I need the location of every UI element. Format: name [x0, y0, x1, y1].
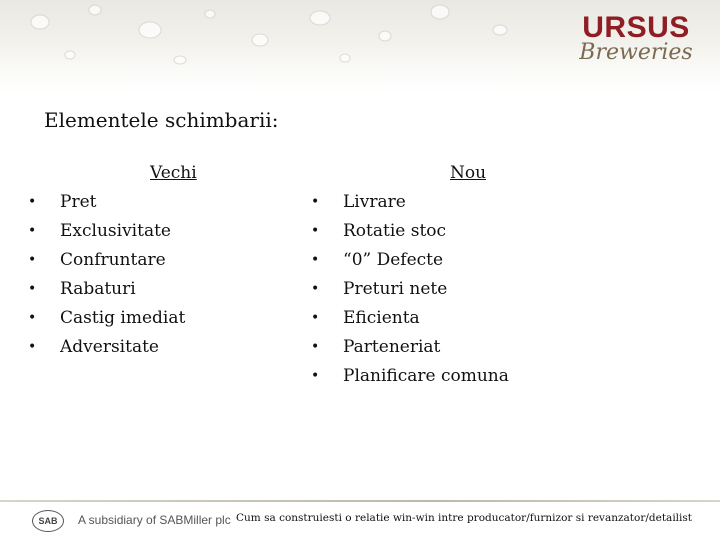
logo-wordmark: URSUS [582, 11, 690, 44]
bullet-icon: • [311, 339, 320, 355]
list-item [28, 246, 185, 275]
bullet-icon: • [28, 339, 37, 355]
list-item-label: Pret [60, 192, 97, 212]
footer-divider [0, 500, 720, 502]
bullet-icon: • [311, 194, 320, 210]
list-item-label: Exclusivitate [60, 221, 171, 241]
list-item-label: Confruntare [60, 250, 166, 270]
list-item [28, 333, 185, 362]
bullet-icon: • [311, 252, 320, 268]
list-item-label: Planificare comuna [343, 366, 509, 386]
bullet-icon: • [311, 223, 320, 239]
list-item [311, 362, 509, 391]
left-column-list [28, 188, 185, 362]
right-column-heading: Nou [450, 163, 487, 183]
bullet-icon: • [28, 252, 37, 268]
list-item-label: Eficienta [343, 308, 420, 328]
list-item-label: Preturi nete [343, 279, 448, 299]
subsidiary-text: A subsidiary of SABMiller plc [78, 513, 231, 527]
list-item-label: Rabaturi [60, 279, 136, 299]
list-item [311, 217, 509, 246]
left-column-heading: Vechi [150, 163, 197, 183]
list-item [311, 275, 509, 304]
list-item-label: Parteneriat [343, 337, 441, 357]
ursus-breweries-logo [576, 12, 696, 72]
list-item [28, 188, 185, 217]
list-item [311, 304, 509, 333]
list-item-label: Livrare [343, 192, 406, 212]
slide-title: Elementele schimbarii: [44, 108, 279, 132]
list-item-label: “0” Defecte [343, 250, 444, 270]
list-item-label: Rotatie stoc [343, 221, 447, 241]
list-item-label: Adversitate [60, 337, 159, 357]
bullet-icon: • [311, 368, 320, 384]
sab-logo-badge: SAB [32, 510, 64, 532]
list-item [311, 188, 509, 217]
bullet-icon: • [28, 194, 37, 210]
logo-subtitle: Breweries [579, 40, 693, 65]
header-banner [0, 0, 720, 92]
footer-caption: Cum sa construiesti o relatie win-win intre producator/furnizor si revanzator/detailist [236, 512, 693, 524]
list-item [28, 304, 185, 333]
bullet-icon: • [311, 310, 320, 326]
right-column-list [311, 188, 509, 391]
bullet-icon: • [28, 223, 37, 239]
list-item-label: Castig imediat [60, 308, 186, 328]
list-item [311, 333, 509, 362]
bullet-icon: • [28, 310, 37, 326]
list-item [311, 246, 509, 275]
list-item [28, 217, 185, 246]
bullet-icon: • [311, 281, 320, 297]
bullet-icon: • [28, 281, 37, 297]
list-item [28, 275, 185, 304]
water-drops-decoration [0, 0, 560, 92]
